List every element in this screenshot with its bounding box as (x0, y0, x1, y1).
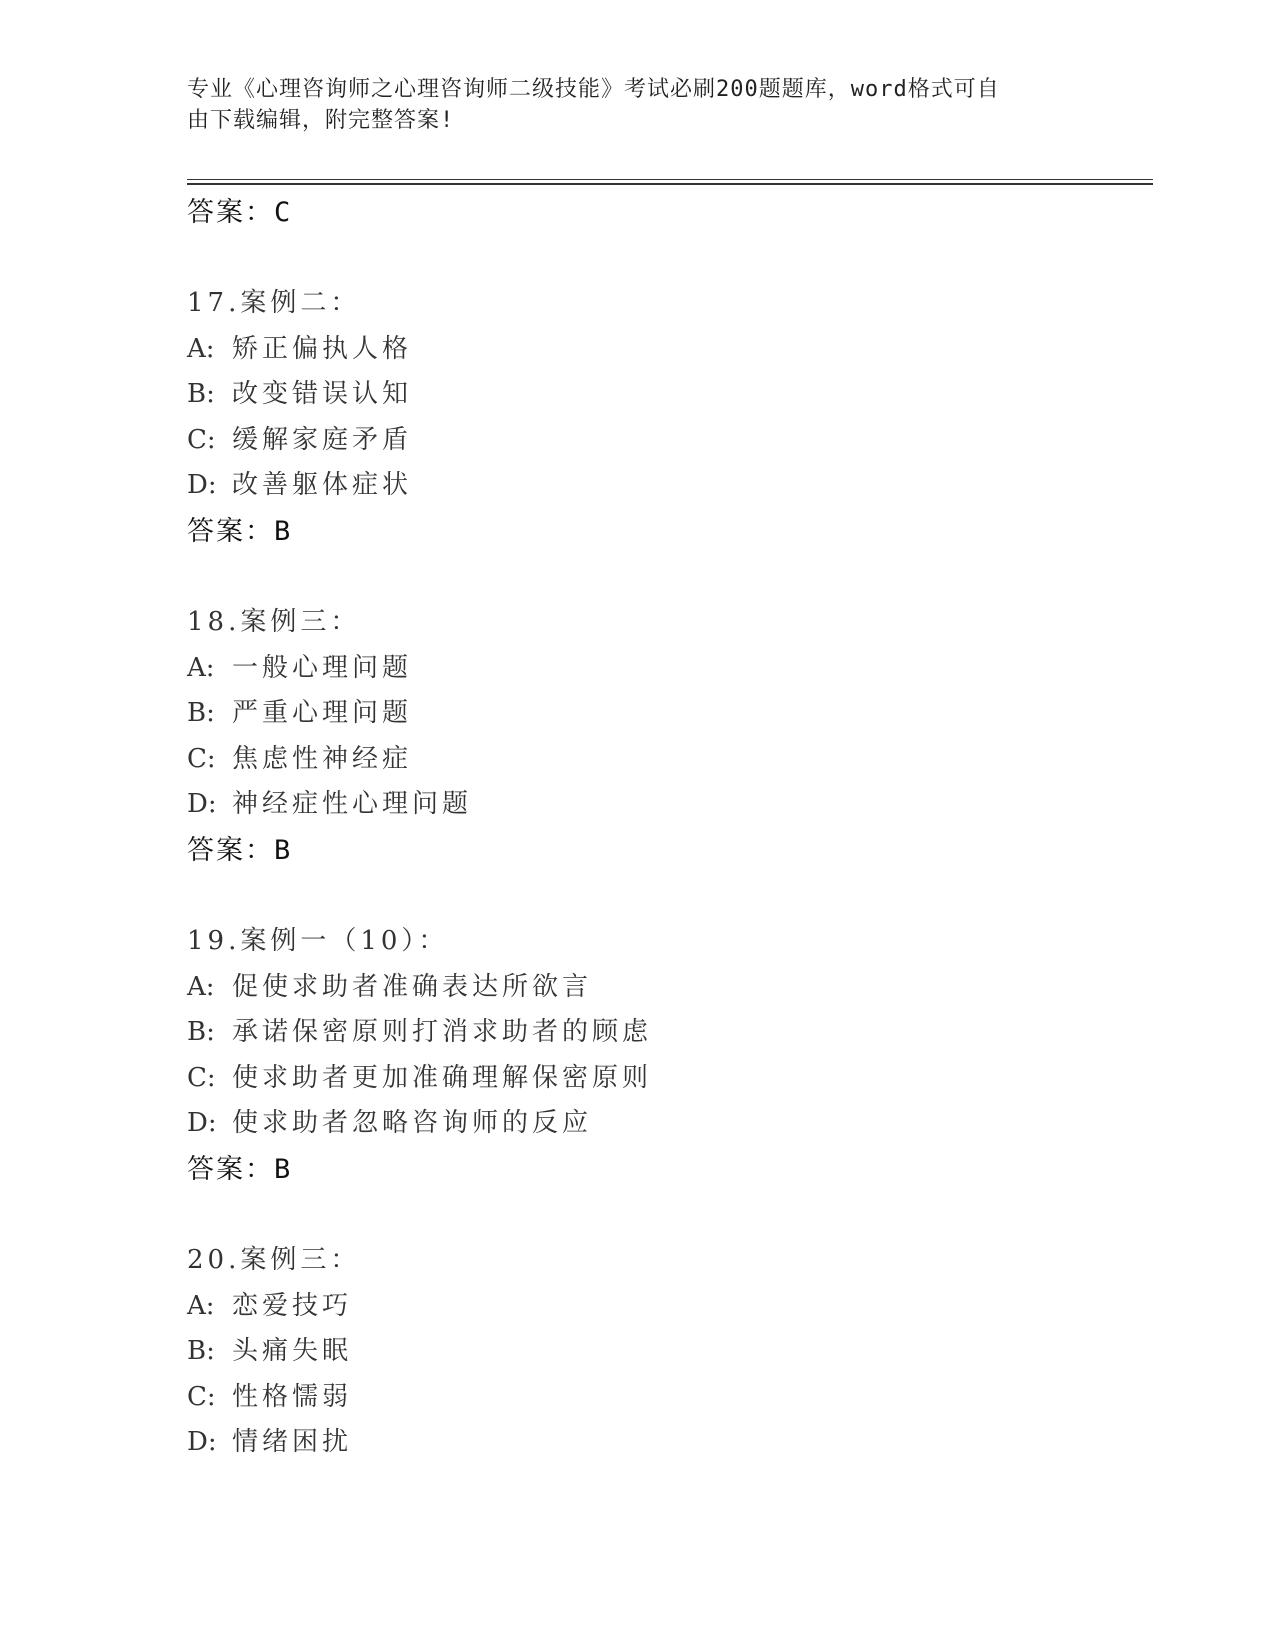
option-text: 焦虑性神经症 (232, 743, 413, 774)
option-text: 情绪困扰 (232, 1427, 353, 1458)
option-a (187, 965, 1153, 1011)
option-text: 承诺保密原则打消求助者的顾虑 (232, 1017, 653, 1048)
option-b (187, 372, 1153, 418)
option-label: C: (187, 743, 216, 774)
option-text: 使求助者更加准确理解保密原则 (232, 1062, 653, 1093)
spacer (187, 555, 1153, 600)
option-label: B: (187, 1017, 215, 1048)
option-label: A: (187, 333, 215, 364)
question-title: 17.案例二： (187, 288, 361, 318)
option-d (187, 782, 1153, 828)
header-line-2: 由下载编辑，附完整答案! (187, 108, 455, 133)
option-b (187, 1329, 1153, 1375)
answer-line: 答案：B (187, 1153, 293, 1185)
option-label: D: (187, 1427, 217, 1458)
option-text: 改善躯体症状 (232, 470, 413, 501)
question-title: 19.案例一（10）： (187, 925, 449, 956)
option-label: A: (187, 971, 215, 1002)
option-b (187, 1010, 1153, 1056)
spacer (187, 1193, 1153, 1238)
option-d (187, 1420, 1153, 1466)
option-label: C: (187, 1062, 216, 1093)
option-c (187, 737, 1153, 783)
option-text: 使求助者忽略咨询师的反应 (232, 1108, 593, 1139)
option-label: A: (187, 652, 215, 683)
question-block (187, 1238, 1153, 1466)
question-list (187, 190, 1153, 1466)
answer-line: 答案：B (187, 515, 293, 547)
option-label: C: (187, 1381, 216, 1412)
option-label: D: (187, 789, 217, 820)
question-title: 18.案例三： (187, 606, 361, 637)
option-label: B: (187, 379, 215, 410)
option-c (187, 418, 1153, 464)
header-line-1: 专业《心理咨询师之心理咨询师二级技能》考试必刷200题题库，word格式可自 (187, 77, 1000, 102)
question-block (187, 919, 1153, 1193)
option-b (187, 691, 1153, 737)
option-a (187, 327, 1153, 373)
answer-line: 答案：B (187, 834, 293, 866)
option-text: 头痛失眠 (232, 1336, 353, 1367)
option-label: C: (187, 424, 216, 455)
option-text: 矫正偏执人格 (232, 333, 413, 364)
option-label: D: (187, 1108, 217, 1139)
option-text: 促使求助者准确表达所欲言 (232, 971, 593, 1002)
option-text: 改变错误认知 (232, 379, 413, 410)
spacer (187, 236, 1153, 281)
option-d (187, 463, 1153, 509)
option-text: 神经症性心理问题 (232, 789, 473, 820)
option-a (187, 646, 1153, 692)
option-d (187, 1101, 1153, 1147)
question-block (187, 600, 1153, 874)
option-label: B: (187, 1336, 215, 1367)
option-text: 一般心理问题 (232, 652, 413, 683)
option-label: B: (187, 698, 215, 729)
option-text: 性格懦弱 (232, 1381, 353, 1412)
option-text: 严重心理问题 (232, 698, 413, 729)
document-header (187, 74, 1057, 136)
header-divider-thick (187, 183, 1153, 185)
option-c (187, 1375, 1153, 1421)
option-a (187, 1284, 1153, 1330)
header-divider-thin (187, 179, 1153, 180)
option-text: 缓解家庭矛盾 (232, 424, 413, 455)
option-label: D: (187, 470, 217, 501)
option-label: A: (187, 1290, 215, 1321)
answer-line: 答案：C (187, 197, 293, 228)
question-title: 20.案例三： (187, 1244, 361, 1275)
question-block (187, 281, 1153, 555)
option-c (187, 1056, 1153, 1102)
option-text: 恋爱技巧 (232, 1290, 353, 1321)
spacer (187, 874, 1153, 919)
